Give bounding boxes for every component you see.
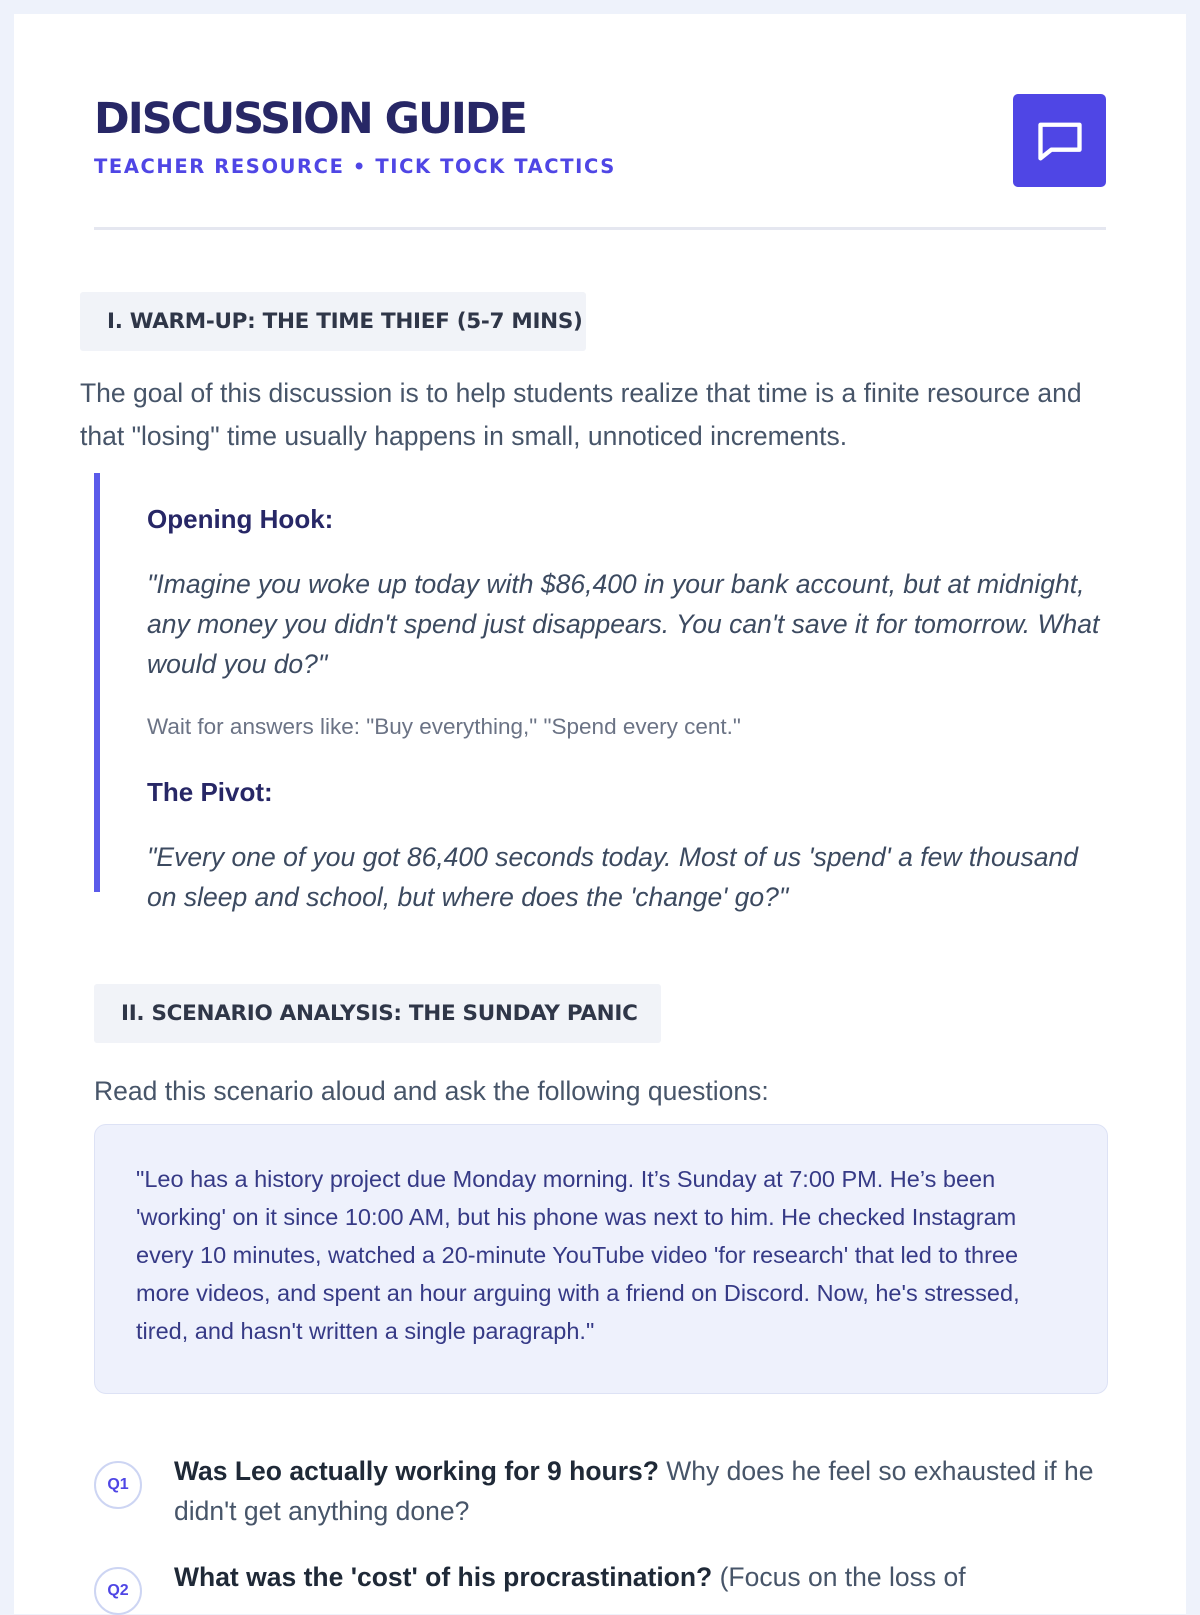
chat-bubble-icon	[1034, 115, 1086, 167]
question-bold: What was the 'cost' of his procrastination?	[174, 1562, 713, 1592]
question-badge: Q2	[94, 1567, 142, 1615]
section-label-scenario: II. SCENARIO ANALYSIS: THE SUNDAY PANIC	[94, 984, 661, 1043]
section-intro-scenario: Read this scenario aloud and ask the following questions:	[94, 1076, 769, 1106]
opening-hook-block	[94, 473, 1106, 912]
question-badge: Q1	[94, 1461, 142, 1509]
scenario-text: "Leo has a history project due Monday morning. It’s Sunday at 7:00 PM. He’s been 'working' on it since 10:00 AM, but his phone was next to him. He checked Instagram every 10 minutes, watched a 20-minute YouTube video 'for research' that led to three more videos, and spent an hour arguing with a friend on Discord. Now, he's stressed, tired, and hasn't written a single paragraph."	[136, 1166, 1020, 1344]
page-title: DISCUSSION GUIDE	[94, 94, 526, 144]
question-rest: (Focus on the loss of	[712, 1562, 966, 1592]
opening-hook-note: Wait for answers like: "Buy everything," "Spend every cent."	[147, 714, 741, 739]
chat-button[interactable]	[1013, 94, 1106, 187]
page-subtitle: TEACHER RESOURCE • TICK TOCK TACTICS	[94, 155, 616, 178]
page-header	[94, 14, 1106, 230]
section-label-warm-up: I. WARM-UP: THE TIME THIEF (5-7 MINS)	[80, 292, 586, 351]
pivot-heading: The Pivot:	[147, 777, 273, 807]
question-text	[174, 1557, 1104, 1597]
scenario-box	[94, 1124, 1108, 1394]
pivot-quote: "Every one of you got 86,400 seconds today. Most of us 'spend' a few thousand on sleep and school, but where does the 'change' go?"	[147, 842, 1078, 912]
question-text	[174, 1451, 1104, 1531]
question-rest: Why does he feel so exhausted if he didn't get anything done?	[174, 1456, 1094, 1526]
opening-hook-quote: "Imagine you woke up today with $86,400 in your bank account, but at midnight, any money you didn't spend just disappears. You can't save it for tomorrow. What would you do?"	[147, 569, 1100, 679]
section-intro-warm-up: The goal of this discussion is to help students realize that time is a finite resource and that "losing" time usually happens in small, unnoticed increments.	[80, 378, 1082, 451]
opening-hook-heading: Opening Hook:	[147, 504, 334, 534]
question-bold: Was Leo actually working for 9 hours?	[174, 1456, 659, 1486]
